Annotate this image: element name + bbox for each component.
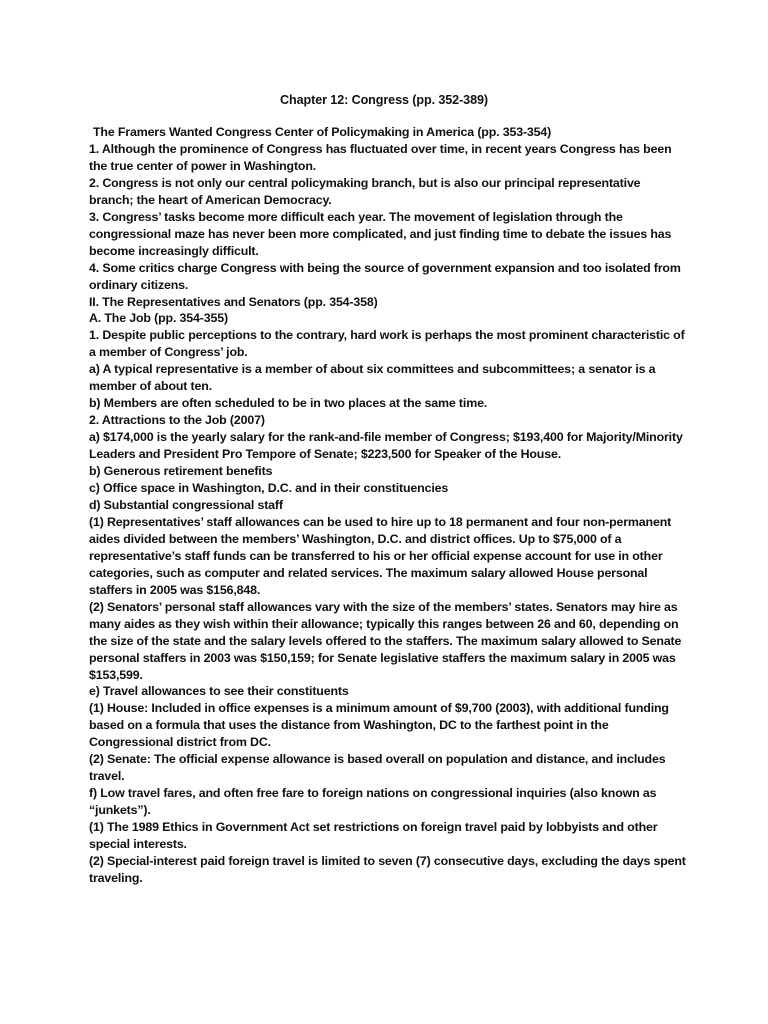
document-paragraph: II. The Representatives and Senators (pp. 354-358) xyxy=(89,294,378,309)
document-paragraph: 1. Although the prominence of Congress has fluctuated over time, in recent years Congress has been the true center of power in Washington. xyxy=(89,141,672,173)
document-paragraph: (2) Senators’ personal staff allowances vary with the size of the members’ states. Senators may hire as many aides as they wish within their allowance; typically this ranges between 26 and 60, depending on the size of the state and the salary levels offered to the staffers. The maximum salary allowed to Senate personal staffers in 2003 was $150,159; for Senate legislative staffers the maximum salary in 2005 was $153,599. xyxy=(89,599,682,682)
document-paragraph: 1. Despite public perceptions to the contrary, hard work is perhaps the most prominent characteristic of a member of Congress’ job. xyxy=(89,328,685,360)
document-body xyxy=(89,124,687,887)
document-paragraph: (1) House: Included in office expenses is a minimum amount of $9,700 (2003), with additional funding based on a formula that uses the distance from Washington, DC to the farthest point in the Congressional district from DC. xyxy=(89,701,669,750)
document-paragraph: The Framers Wanted Congress Center of Policymaking in America (pp. 353-354) xyxy=(93,125,552,139)
document-paragraph: (2) Senate: The official expense allowance is based overall on population and distance, and includes travel. xyxy=(89,752,666,784)
document-paragraph: e) Travel allowances to see their constituents xyxy=(89,684,349,699)
document-paragraph: a) A typical representative is a member of about six committees and subcommittees; a senator is a member of about ten. xyxy=(89,362,656,394)
document-paragraph: d) Substantial congressional staff xyxy=(89,497,283,512)
document-paragraph: c) Office space in Washington, D.C. and in their constituencies xyxy=(89,481,449,496)
document-paragraph: 2. Congress is not only our central policymaking branch, but is also our principal representative branch; the heart of American Democracy. xyxy=(89,175,641,207)
document-paragraph: 3. Congress’ tasks become more difficult each year. The movement of legislation through the congressional maze has never been more complicated, and just finding time to debate the issues has become increasingly difficult. xyxy=(89,209,672,258)
document-paragraph: (2) Special-interest paid foreign travel is limited to seven (7) consecutive days, excluding the days spent traveling. xyxy=(89,853,686,885)
document-paragraph: a) $174,000 is the yearly salary for the rank-and-file member of Congress; $193,400 for Majority/Minority Leaders and President Pro Tempore of Senate; $223,500 for Speaker of the House. xyxy=(89,430,683,462)
document-paragraph: (1) Representatives’ staff allowances can be used to hire up to 18 permanent and four non-permanent aides divided between the members’ Washington, D.C. and district offices. Up to $75,000 of a representative’s staff funds can be transferred to his or her official expense account for use in other categories, such as computer and related services. The maximum salary allowed House personal staffers in 2005 was $156,848. xyxy=(89,514,672,597)
document-paragraph: b) Members are often scheduled to be in two places at the same time. xyxy=(89,396,488,411)
document-paragraph: 2. Attractions to the Job (2007) xyxy=(89,413,265,428)
document-title: Chapter 12: Congress (pp. 352-389) xyxy=(280,93,488,107)
document-paragraph: A. The Job (pp. 354-355) xyxy=(89,311,228,326)
document-paragraph: b) Generous retirement benefits xyxy=(89,464,273,479)
document-paragraph: (1) The 1989 Ethics in Government Act set restrictions on foreign travel paid by lobbyists and other special interests. xyxy=(89,820,658,852)
document-paragraph: f) Low travel fares, and often free fare to foreign nations on congressional inquiries (also known as “junkets”). xyxy=(89,786,657,818)
document-paragraph: 4. Some critics charge Congress with being the source of government expansion and too isolated from ordinary citizens. xyxy=(89,260,681,292)
